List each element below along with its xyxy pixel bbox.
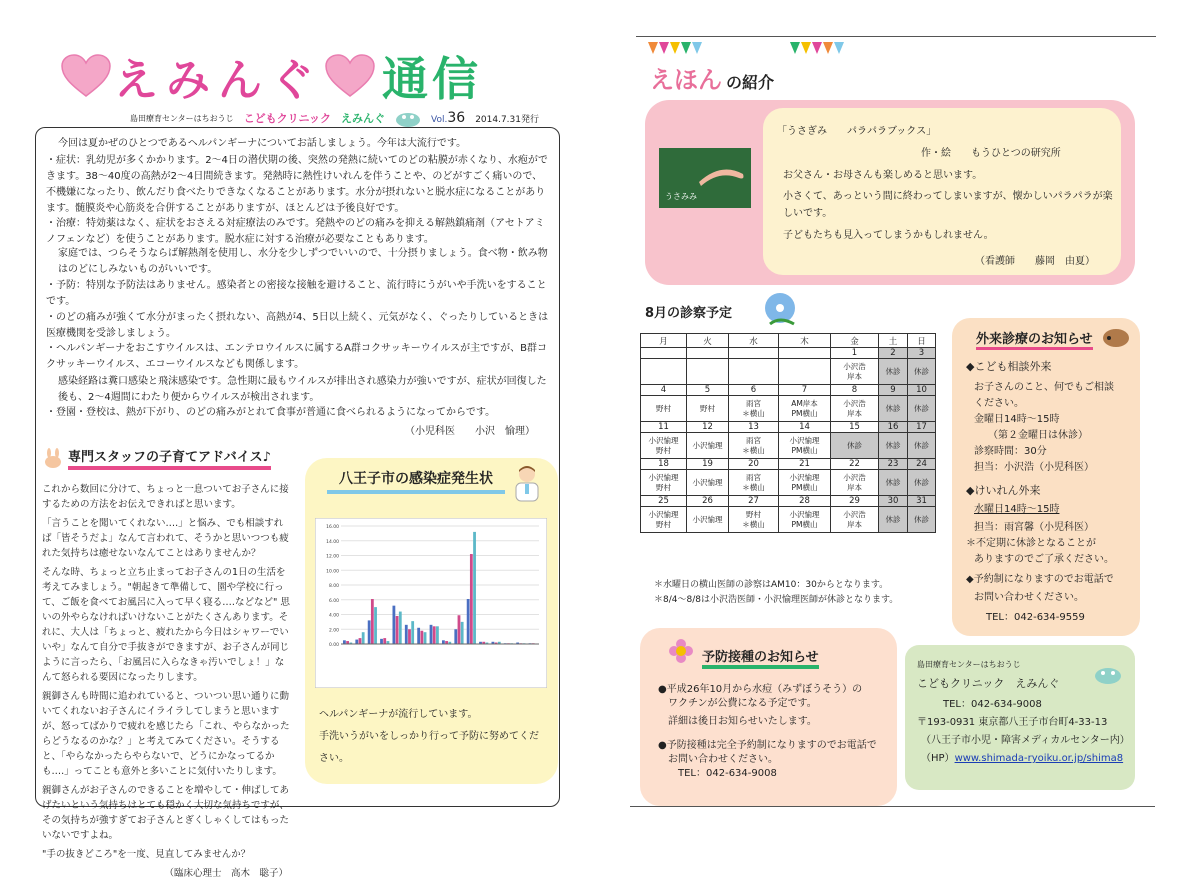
schedule-date-cell: 2 (879, 348, 908, 359)
infection-text: ヘルパンギーナが流行しています。 (319, 709, 478, 720)
book-author: 作・絵 もうひとつの研究所 (921, 148, 1061, 159)
clinic-org: 島田療育センターはちおうじ (917, 660, 1021, 669)
chart-bar (383, 638, 386, 644)
advice-heading: 専門スタッフの子育てアドバイス♪ (68, 446, 271, 470)
schedule-date-cell: 17 (908, 422, 936, 433)
outpatient-heading: 外来診療のお知らせ (976, 328, 1093, 350)
rabbit-icon (42, 448, 64, 468)
outpatient-line: 診察時間：30分 (974, 446, 1047, 457)
chart-bar (343, 640, 346, 644)
chart-bar (473, 532, 476, 644)
schedule-date-cell: 28 (779, 496, 831, 507)
schedule-date-cell: 3 (908, 348, 936, 359)
schedule-date-cell (687, 348, 729, 359)
chart-ytick-label: 10.00 (326, 569, 339, 575)
outpatient-line: 担当：雨宮馨（小児科医） (974, 522, 1094, 533)
schedule-doctor-cell: 休診 (879, 359, 908, 385)
clinic-website-link[interactable]: www.shimada-ryoiku.or.jp/shima8 (954, 753, 1124, 764)
masthead-title: えみんぐ (114, 55, 322, 106)
morning-glory-icon (760, 290, 800, 330)
schedule-doctor-cell: 休診 (908, 359, 936, 385)
schedule-date-cell: 21 (779, 459, 831, 470)
outpatient-line: 水曜日14時～15時 (974, 504, 1060, 515)
schedule-date-cell: 30 (879, 496, 908, 507)
book-review-signature: （看護師 藤岡 由夏） (975, 256, 1095, 267)
schedule-doctor-cell: 小沢愉理 野村 (641, 433, 687, 459)
schedule-doctor-cell (687, 359, 729, 385)
chart-bar (433, 626, 436, 644)
chart-bar (408, 629, 411, 644)
chart-bar (461, 622, 464, 644)
clinic-tel: TEL：042-634-9008 (943, 699, 1042, 710)
schedule-notes (654, 578, 898, 608)
chart-bar (417, 628, 420, 644)
chart-bar (411, 621, 414, 644)
schedule-title: 8月の診察予定 (645, 306, 733, 321)
book-cover-title: うさみみ (665, 192, 697, 201)
clinic-info-box (905, 645, 1135, 790)
schedule-day-header: 金 (831, 334, 879, 348)
vaccination-heading: 予防接種のお知らせ (702, 646, 819, 669)
schedule-doctor-cell: AM岸本 PM横山 (779, 396, 831, 422)
doctor-icon (510, 464, 544, 502)
mascot-icon (1093, 663, 1123, 685)
outpatient-line: ください。 (974, 398, 1024, 409)
outpatient-line: 担当：小沢浩（小児科医） (974, 462, 1094, 473)
advice-paragraph: 「言うことを聞いてくれない‥‥」と悩み、でも相談すれば「皆そうだよ」なんて言われて、そうかと思いつつも疲れた気持ちは癒せないなんてことはありませんか？ (42, 518, 289, 559)
schedule-doctor-cell: 小沢浩 岸本 (831, 470, 879, 496)
schedule-doctor-cell: 小沢愉理 PM横山 (779, 433, 831, 459)
book-review-line: 子どもたちも見入ってしまうかもしれません。 (783, 230, 994, 241)
schedule-date-cell: 14 (779, 422, 831, 433)
article-virus: ・ヘルパンギーナをおこすウイルスは、エンテロウイルスに属するA群コクサッキーウイルスが主ですが、B群コクサッキーウイルス、エコーウイルスなども関係します。 (46, 343, 548, 370)
article-treatment: ・治療：特効薬はなく、症状をおさえる対症療法のみです。発熱やのどの痛みを抑える解熱鎮痛剤（アセトアミノフェンなど）を使うことがあります。脱水症に対する治療が必要なこともあります。 (46, 218, 545, 245)
schedule-date-cell: 13 (729, 422, 779, 433)
outpatient-box (952, 318, 1140, 636)
vaccination-box (640, 628, 897, 806)
schedule-date-cell: 29 (831, 496, 879, 507)
schedule-date-cell: 6 (729, 385, 779, 396)
chart-bar (458, 615, 461, 644)
outpatient-line: 金曜日14時～15時 (974, 414, 1060, 425)
chart-bar (420, 631, 423, 644)
schedule-date-cell: 25 (641, 496, 687, 507)
top-rule (636, 36, 1156, 37)
schedule-day-header: 日 (908, 334, 936, 348)
clinic-hp-label: （HP） (921, 753, 955, 764)
advice-paragraph: 親御さんがお子さんのできることを増やして・伸ばしてあげたいという気持ちはとても穏かく大切な気持ちですが、その気持ちが強すぎてお子さんとぎくしゃくしてはもったいないですよね。 (42, 785, 290, 841)
book-title: 「うさぎみ パラパラブックス」 (777, 126, 937, 137)
schedule-doctor-cell: 野村 (641, 396, 687, 422)
infection-text: 手洗いうがいをしっかり行って予防に努めてください。 (319, 731, 539, 764)
chart-bar (436, 626, 439, 644)
chart-bar (393, 606, 396, 644)
advice-paragraph: これから数回に分けて、ちょっと一息ついてお子さんに接するための方法をお伝えできればと思います。 (42, 484, 289, 510)
mascot-icon (395, 109, 421, 127)
schedule-doctor-cell (641, 359, 687, 385)
vaccination-line: お問い合わせください。 (668, 754, 778, 765)
schedule-day-header: 水 (729, 334, 779, 348)
schedule-doctor-cell: 雨宮 ＊横山 (729, 433, 779, 459)
hedgehog-icon (1100, 324, 1132, 348)
clinic-address-note: （八王子市小児・障害メディカルセンター内） (921, 735, 1130, 746)
outpatient-line: お問い合わせください。 (974, 592, 1084, 603)
outpatient-line: （第２金曜日は休診） (988, 430, 1088, 441)
masthead (60, 48, 540, 104)
bar-chart (315, 518, 547, 688)
vaccination-line: ワクチンが公費になる予定です。 (668, 698, 817, 709)
article-home: 家庭では、つらそうならば解熱剤を使用し、水分を少しずつでいいので、十分摂りましょう。食べ物・飲み物はのどにしみないものがいいです。 (58, 248, 548, 275)
schedule-doctor-cell: 休診 (908, 507, 936, 533)
chart-bar (424, 632, 427, 644)
schedule-date-cell: 9 (879, 385, 908, 396)
schedule-day-header: 土 (879, 334, 908, 348)
schedule-doctor-cell: 休診 (879, 507, 908, 533)
ehon-title-main: えほん (650, 66, 722, 94)
schedule-date-cell: 5 (687, 385, 729, 396)
vaccination-tel: TEL：042-634-9008 (678, 768, 777, 779)
schedule-date-cell: 31 (908, 496, 936, 507)
schedule-date-cell: 22 (831, 459, 879, 470)
advice-signature: （臨床心理士 高木 聡子） (164, 868, 288, 879)
chart-bar (355, 640, 358, 644)
schedule-doctor-cell: 小沢愉理 野村 (641, 507, 687, 533)
clinic-name-footer: こどもクリニック えみんぐ (917, 677, 1060, 690)
schedule-doctor-cell: 休診 (879, 433, 908, 459)
schedule-date-cell: 16 (879, 422, 908, 433)
schedule-date-cell: 18 (641, 459, 687, 470)
schedule-doctor-cell: 休診 (908, 396, 936, 422)
schedule-doctor-cell: 休診 (908, 470, 936, 496)
vol-label: Vol. (431, 115, 448, 125)
chart-ytick-label: 12.00 (326, 554, 339, 560)
vaccination-line: 詳細は後日お知らせいたします。 (668, 716, 817, 727)
schedule-doctor-cell: 雨宮 ＊横山 (729, 396, 779, 422)
schedule-date-cell: 19 (687, 459, 729, 470)
schedule-doctor-cell: 小沢浩 岸本 (831, 359, 879, 385)
chart-bar (454, 629, 457, 644)
outpatient-line: ありますのでご了承ください。 (974, 554, 1114, 565)
schedule-date-cell (729, 348, 779, 359)
article-school: ・登園・登校は、熱が下がり、のどの痛みがとれて食事が普通に食べられるようになってからです。 (46, 407, 496, 418)
article-symptom: ・症状：乳幼児が多くかかります。2～4日の潜伏期の後、突然の発熱に続いてのどの粘膜が赤くなり、水疱ができます。38～40度の高熱が2～4日間続きます。発熱時に熱性けいれんを伴うことや、のどがすごく痛いので、不機嫌になったり、飲んだり食べたりできなくなることがあります。水分が摂れないと脱水症になることがあります。髄膜炎や心筋炎を合併することがありますが、ほとんどは予後良好です。 (46, 155, 548, 214)
outpatient-tel: TEL：042-634-9559 (986, 612, 1085, 623)
chart-bar (430, 625, 433, 644)
infection-box (305, 458, 558, 784)
bottom-rule (630, 806, 1155, 807)
heart-icon (324, 54, 376, 98)
schedule-doctor-cell: 野村 ＊横山 (729, 507, 779, 533)
schedule-date-cell: 12 (687, 422, 729, 433)
schedule-doctor-cell (729, 359, 779, 385)
schedule-date-cell: 24 (908, 459, 936, 470)
schedule-doctor-cell: 小沢愉理 PM横山 (779, 507, 831, 533)
chart-ytick-label: 2.00 (328, 628, 339, 634)
bunting-decoration (790, 42, 844, 56)
book-cover-image (659, 148, 751, 208)
schedule-doctor-cell: 小沢愉理 野村 (641, 470, 687, 496)
schedule-date-cell: 8 (831, 385, 879, 396)
publication-line (130, 110, 560, 126)
advice-paragraph: 親御さんも時間に追われていると、ついつい思い通りに動いてくれないお子さんにイライラしてしまうと思いますが、怒ってばかりで疲れを感じたら「これ、やらなかったらどうなるのかな？」と考えてみてください。そうすると、「やらなかったらやらないで、どうにかなってるかも‥‥」ってことも意外と多いことに気付いたりします。 (42, 691, 290, 777)
article-prevent: ・予防：特別な予防法はありません。感染者との密接な接触を避けること、流行時にうがいや手洗いをすることです。 (46, 280, 547, 307)
chart-ytick-label: 16.00 (326, 525, 339, 530)
chart-bar (362, 632, 365, 644)
chart-bar (399, 612, 402, 644)
chart-bar (405, 625, 408, 644)
masthead-subtitle: 通信 (382, 52, 482, 106)
schedule-date-cell: 15 (831, 422, 879, 433)
schedule-date-cell: 10 (908, 385, 936, 396)
chart-bar (371, 599, 374, 644)
article-severe: ・のどの痛みが強くて水分がまったく摂れない、高熱が4、5日以上続く、元気がなく、ぐったりしているときは医療機関を受診しましょう。 (46, 312, 549, 339)
clinic-address: 〒193-0931 東京都八王子市台町4-33-13 (917, 717, 1108, 728)
schedule-doctor-cell: 野村 (687, 396, 729, 422)
schedule-doctor-cell: 雨宮 ＊横山 (729, 470, 779, 496)
book-review-line: お父さん・お母さんも楽しめると思います。 (783, 170, 983, 181)
schedule-doctor-cell: 小沢浩 岸本 (831, 507, 879, 533)
schedule-date-cell: 11 (641, 422, 687, 433)
chart-bar (470, 554, 473, 644)
chart-ytick-label: 4.00 (328, 613, 339, 619)
outpatient-section-title: ◆けいれん外来 (966, 484, 1041, 497)
article-intro: 今回は夏かぜのひとつであるヘルパンギーナについてお話しましょう。今年は大流行です。 (58, 138, 467, 149)
chart-bar (368, 620, 371, 644)
schedule-date-cell: 23 (879, 459, 908, 470)
book-introduction (645, 100, 1135, 285)
org-name: 島田療育センターはちおうじ (130, 113, 234, 123)
book-review-line: 小さくて、あっという間に終わってしまいますが、懐かしいパラパラが楽しいです。 (783, 191, 1113, 219)
advice-paragraph: そんな時、ちょっと立ち止まってお子さんの1日の生活を考えてみましょう。"朝起きて準備して、園や学校に行って、ご飯を食べてお風呂に入って早く寝る‥‥などなど" 思いの外やらなければいけないことがたくさんあります。それに、大人は「ちょっと、疲れたから今日はシャワーでいいや」なんて自分で手抜きができますが、お子さんが同じように言ったら、「お風呂に入らなきゃ汚いでしょ！」なんて怒られる要因になったりします。 (42, 567, 290, 683)
outpatient-line: ＊不定期に休診となることが (966, 538, 1096, 549)
schedule-note: ＊水曜日の横山医師の診察はAM10：30からとなります。 (654, 580, 889, 590)
flower-icon (668, 638, 694, 664)
infection-heading: 八王子市の感染症発生状 (327, 468, 505, 494)
chart-ytick-label: 6.00 (328, 598, 339, 604)
chart-ytick-label: 8.00 (328, 584, 339, 589)
ehon-heading (650, 60, 774, 95)
chart-bar (380, 639, 383, 644)
ehon-title-sub: の紹介 (726, 73, 775, 92)
outpatient-line: ◆予約制になりますのでお電話で (966, 574, 1114, 585)
vol-number: 36 (447, 110, 466, 126)
schedule-date-cell: 26 (687, 496, 729, 507)
schedule-date-cell: 4 (641, 385, 687, 396)
schedule-date-cell: 7 (779, 385, 831, 396)
outpatient-line: お子さんのこと、何でもご相談 (974, 382, 1114, 393)
chart-bar (374, 607, 377, 644)
article-signature: （小児科医 小沢 愉理） (405, 426, 535, 437)
vaccination-line: ●平成26年10月から水痘（みずぼうそう）の (658, 684, 863, 695)
schedule-date-cell (779, 348, 831, 359)
schedule-date-cell: 1 (831, 348, 879, 359)
bunting-decoration (648, 42, 702, 56)
schedule-doctor-cell: 小沢愉理 (687, 433, 729, 459)
schedule-day-header: 火 (687, 334, 729, 348)
chart-bar (359, 638, 362, 644)
schedule-date-cell (641, 348, 687, 359)
schedule-day-header: 木 (779, 334, 831, 348)
schedule-table (640, 333, 936, 533)
heart-icon (60, 54, 112, 98)
chart-ytick-label: 14.00 (326, 539, 339, 545)
schedule-doctor-cell: 休診 (908, 433, 936, 459)
chart-bar (442, 640, 445, 644)
schedule-doctor-cell (779, 359, 831, 385)
schedule-doctor-cell: 小沢愉理 (687, 470, 729, 496)
clinic-emi: えみんぐ (341, 112, 386, 125)
schedule-doctor-cell: 小沢愉理 PM横山 (779, 470, 831, 496)
schedule-note: ＊8/4～8/8は小沢浩医師・小沢愉理医師が休診となります。 (654, 595, 899, 605)
schedule-day-header: 月 (641, 334, 687, 348)
schedule-date-cell: 20 (729, 459, 779, 470)
chart-ytick-label: 0.00 (328, 643, 339, 648)
chart-bar (396, 616, 399, 644)
schedule-doctor-cell: 休診 (831, 433, 879, 459)
advice-section (42, 446, 292, 885)
schedule-doctor-cell: 休診 (879, 470, 908, 496)
schedule-doctor-cell: 小沢浩 岸本 (831, 396, 879, 422)
schedule-date-cell: 27 (729, 496, 779, 507)
outpatient-section-title: ◆こども相談外来 (966, 360, 1052, 373)
chart-bar (467, 599, 470, 644)
schedule-doctor-cell: 小沢愉理 (687, 507, 729, 533)
clinic-name: こどもクリニック (243, 112, 332, 125)
article-route: 感染経路は糞口感染と飛沫感染です。急性期に最もウイルスが排出され感染力が強いですが、症状が回復した後も、2～4週間にわたり便からウイルスが検出されます。 (58, 376, 547, 403)
vaccination-line: ●予防接種は完全予約制になりますのでお電話で (658, 740, 877, 751)
schedule-doctor-cell: 休診 (879, 396, 908, 422)
advice-paragraph: "手の抜きどころ"を一度、見直してみませんか？ (42, 849, 251, 860)
issue-date: 2014.7.31発行 (475, 114, 539, 125)
